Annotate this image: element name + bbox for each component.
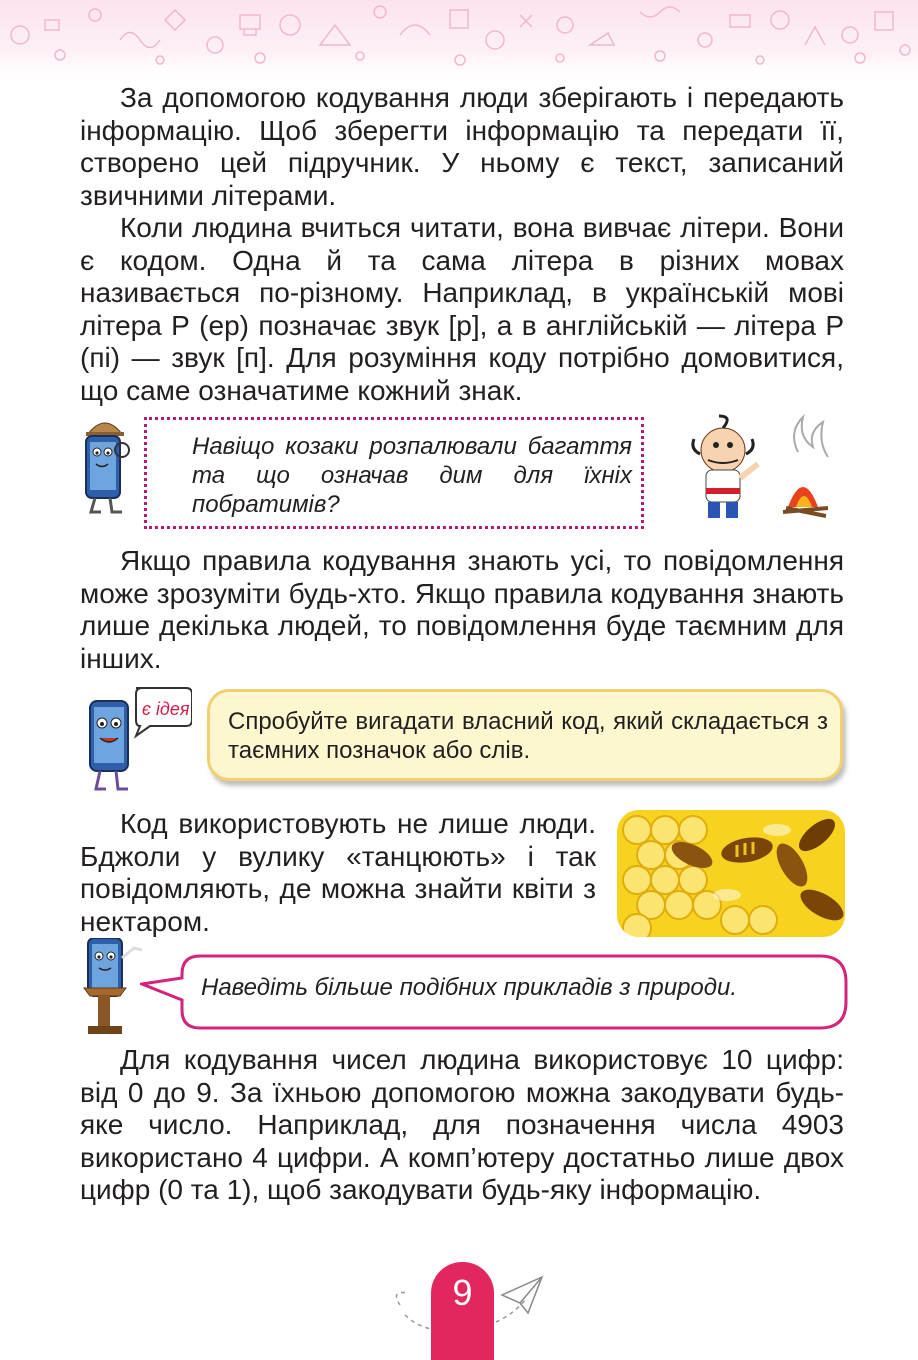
body-paragraph-4: Код використовують не лише люди. Бджоли у вулику «танцюють» і так повідомляють, де можна знайти квіти з нектаром. [80,808,596,937]
question-text: Навіщо козаки розпалювали багаття та що означав дим для їхніх побратимів? [192,433,632,518]
page-number: 9 [452,1272,473,1313]
detective-phone-mascot-icon [80,412,130,520]
body-paragraph-2: Коли людина вчиться читати, вона вивчає літери. Вони є кодом. Одна й та сама літера в різних мовах називається по-різному. Наприклад, в українській мові літера Р (ер) позначає звук [р], а в англійській — літера P (пі) — звук [п]. Для розуміння коду потрібно домовитися, що саме означатиме кожний знак. [80,212,844,406]
bees-honeycomb-icon [617,810,845,937]
body-paragraph-5: Для кодування чисел людина використовує 10 цифр: від 0 до 9. За їхньою допомогою можна закодувати будь-яке число. Наприклад, для позначення числа 4903 використано 4 цифри. А комп’ютеру достатньо лише двох цифр (0 та 1), щоб закодувати будь-яку інформацію. [80,1044,844,1205]
cossack-campfire-icon [688,412,838,527]
body-paragraph-3: Якщо правила кодування знають усі, то повідомлення може зрозуміти будь-хто. Якщо правила кодування знають лише декілька людей, то повідомлення буде таємним для інших. [80,545,844,674]
question-box [144,417,644,529]
body-paragraph-1: За допомогою кодування люди зберігають і передають інформацію. Щоб зберегти інформацію та передати її, створено цей підручник. У ньому є текст, записаний звичними літерами. [80,82,844,211]
idea-badge-text: є ідея [142,699,190,719]
idea-text: Спробуйте вигадати власний код, який складається з таємних позначок або слів. [228,708,828,764]
header-doodles-icon [0,0,918,75]
page-footer [380,1255,560,1360]
podium-phone-mascot-icon [80,938,148,1038]
idea-box [207,689,843,781]
header-pattern [0,0,918,75]
idea-phone-mascot-icon [80,683,192,801]
bees-honeycomb-image [617,810,845,937]
speech-bubble-text: Наведіть більше подібних прикладів з природи. [201,974,738,1001]
